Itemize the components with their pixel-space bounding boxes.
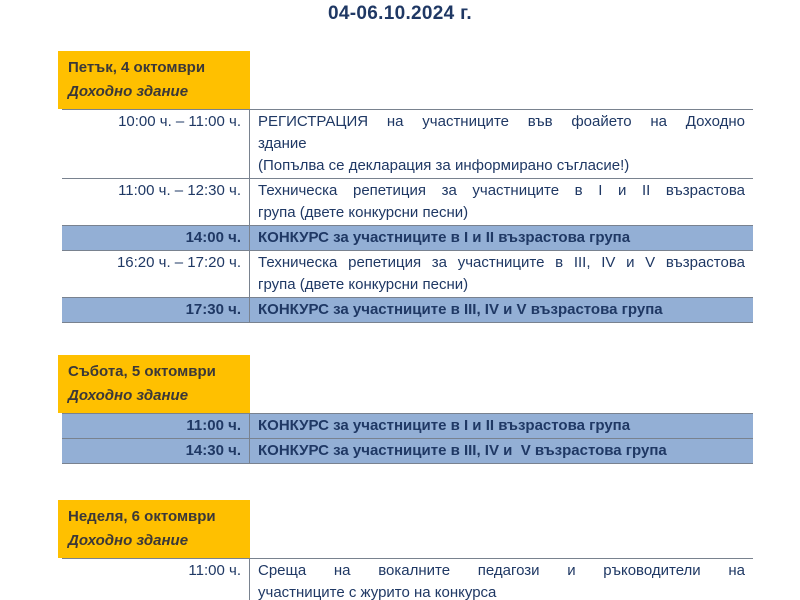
day-section-sunday xyxy=(0,500,800,600)
venue-label: Доходно здание xyxy=(68,83,189,100)
table-row-highlighted xyxy=(62,225,753,250)
text-line: КОНКУРС за участниците в III, IV и V възрастова група xyxy=(258,442,667,459)
description-cell xyxy=(250,298,753,322)
table-row-highlighted xyxy=(62,297,753,322)
description-cell xyxy=(250,439,753,463)
text-line: РЕГИСТРАЦИЯ на участниците във фоайето на Доходно xyxy=(258,113,745,130)
venue-label: Доходно здание xyxy=(68,532,189,549)
text-line: (Попълва се декларация за информирано съгласие!) xyxy=(258,157,630,174)
time-cell: 16:20 ч. – 17:20 ч. xyxy=(62,251,250,297)
day-header-sunday xyxy=(58,500,250,558)
schedule-table-friday xyxy=(62,109,753,323)
day-header-friday xyxy=(58,51,250,109)
table-row-highlighted xyxy=(62,438,753,463)
schedule-table-saturday xyxy=(62,413,753,464)
table-row-highlighted xyxy=(62,413,753,438)
time-cell: 17:30 ч. xyxy=(62,298,250,322)
time-cell: 14:30 ч. xyxy=(62,439,250,463)
description-cell xyxy=(250,110,753,178)
day-label: Петък, 4 октомври xyxy=(68,59,206,76)
schedule-table-sunday xyxy=(62,558,753,600)
table-row xyxy=(62,178,753,225)
table-row xyxy=(62,558,753,600)
text-line: участниците с журито на конкурса xyxy=(258,584,497,600)
day-label: Събота, 5 октомври xyxy=(68,363,216,380)
description-cell xyxy=(250,251,753,297)
time-cell: 11:00 ч. xyxy=(62,559,250,600)
text-line: КОНКУРС за участниците в III, IV и V възрастова група xyxy=(258,301,663,318)
description-cell xyxy=(250,414,753,438)
table-row xyxy=(62,250,753,297)
text-line: група (двете конкурсни песни) xyxy=(258,276,469,293)
description-cell xyxy=(250,226,753,250)
text-line: група (двете конкурсни песни) xyxy=(258,204,469,221)
table-row xyxy=(62,109,753,178)
text-line: Техническа репетиция за участниците в I и II възрастова xyxy=(258,182,745,199)
day-section-friday xyxy=(0,51,800,323)
text-line: Среща на вокалните педагози и ръководители на xyxy=(258,562,745,579)
venue-label: Доходно здание xyxy=(68,387,189,404)
time-cell: 10:00 ч. – 11:00 ч. xyxy=(62,110,250,178)
description-cell xyxy=(250,559,753,600)
day-label: Неделя, 6 октомври xyxy=(68,508,216,525)
time-cell: 11:00 ч. – 12:30 ч. xyxy=(62,179,250,225)
day-section-saturday xyxy=(0,355,800,464)
event-dates-title: 04-06.10.2024 г. xyxy=(328,3,472,24)
time-cell: 11:00 ч. xyxy=(62,414,250,438)
text-line: КОНКУРС за участниците в I и II възрастова група xyxy=(258,229,631,246)
description-cell xyxy=(250,179,753,225)
text-line: КОНКУРС за участниците в I и II възрастова група xyxy=(258,417,631,434)
day-header-saturday xyxy=(58,355,250,413)
text-line: здание xyxy=(258,135,307,152)
text-line: Техническа репетиция за участниците в III, IV и V възрастова xyxy=(258,254,745,271)
time-cell: 14:00 ч. xyxy=(62,226,250,250)
